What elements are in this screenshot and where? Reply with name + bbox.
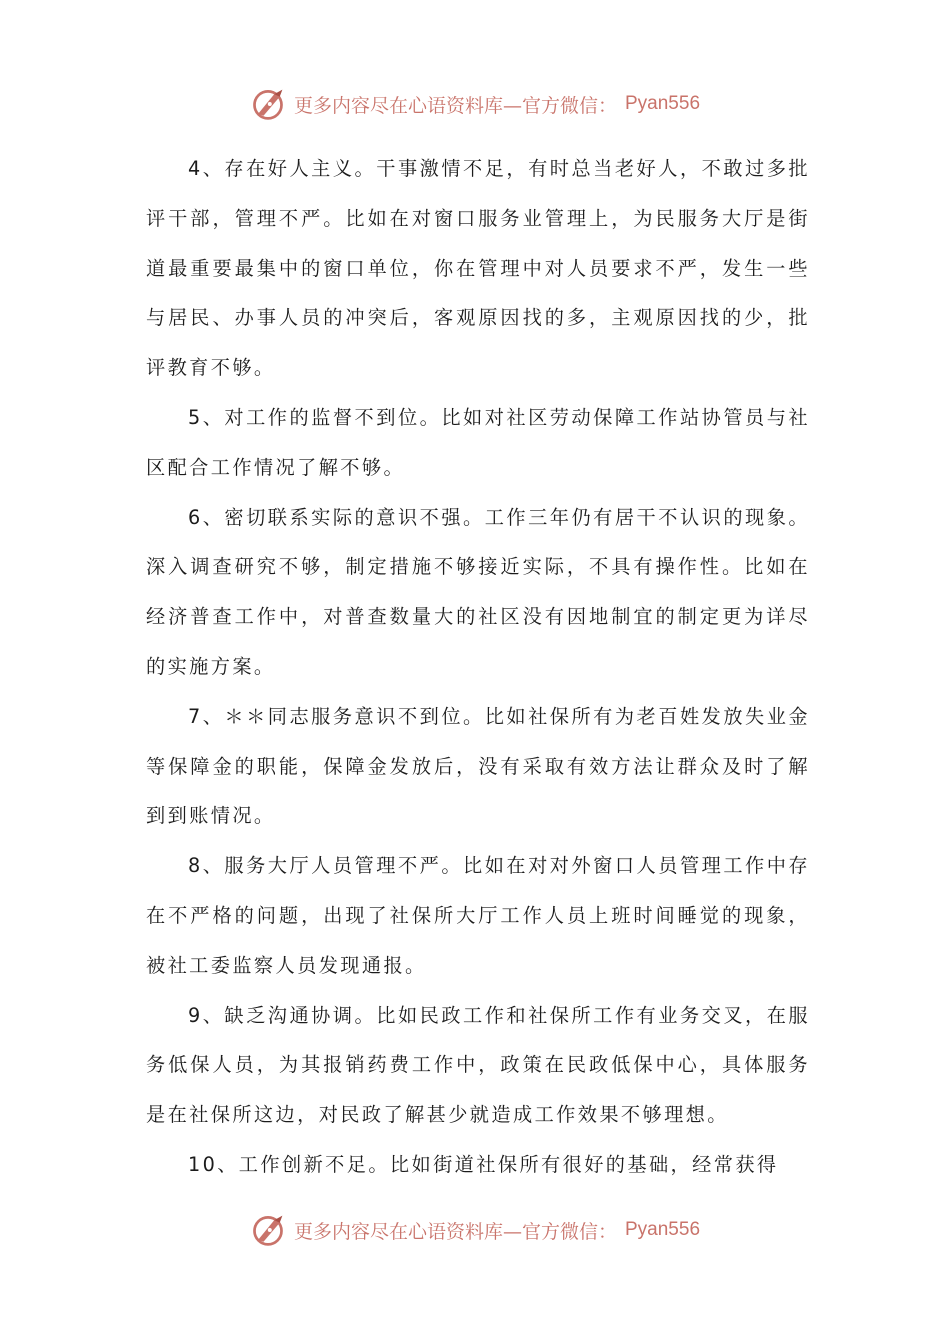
footer-banner xyxy=(0,1210,950,1250)
header-banner-id: Pyan556 xyxy=(625,93,701,114)
paragraph-item-9: 9、缺乏沟通协调。比如民政工作和社保所工作有业务交叉，在服务低保人员，为其报销药费工作中，政策在民政低保中心，具体服务是在社保所这边，对民政了解甚少就造成工作效果不够理想。 xyxy=(146,1003,810,1127)
header-banner xyxy=(0,84,950,124)
header-banner-text: 更多内容尽在心语资料库—官方微信： xyxy=(293,94,617,117)
footer-banner-id: Pyan556 xyxy=(625,1219,701,1240)
paragraph-item-6: 6、密切联系实际的意识不强。工作三年仍有居干不认识的现象。深入调查研究不够，制定措施不够接近实际，不具有操作性。比如在经济普查工作中，对普查数量大的社区没有因地制宜的制定更为详尽的实施方案。 xyxy=(146,505,810,678)
paragraph-item-4: 4、存在好人主义。干事激情不足，有时总当老好人，不敢过多批评干部，管理不严。比如在对窗口服务业管理上，为民服务大厅是街道最重要最集中的窗口单位，你在管理中对人员要求不严，发生一些与居民、办事人员的冲突后，客观原因找的多，主观原因找的少，批评教育不够。 xyxy=(146,157,810,380)
paragraph-item-5: 5、对工作的监督不到位。比如对社区劳动保障工作站协管员与社区配合工作情况了解不够。 xyxy=(146,405,810,479)
body-content xyxy=(146,144,810,1190)
paragraph-item-8: 8、服务大厅人员管理不严。比如在对对外窗口人员管理工作中存在不严格的问题，出现了社保所大厅工作人员上班时间睡觉的现象，被社工委监察人员发现通报。 xyxy=(146,854,810,977)
pen-nib-icon xyxy=(250,1212,286,1248)
footer-banner-text: 更多内容尽在心语资料库—官方微信： xyxy=(293,1220,617,1243)
paragraph-item-7: 7、＊＊同志服务意识不到位。比如社保所有为老百姓发放失业金等保障金的职能，保障金发放后，没有采取有效方法让群众及时了解到到账情况。 xyxy=(146,704,810,828)
paragraph-item-10: 10、工作创新不足。比如街道社保所有很好的基础，经常获得 xyxy=(188,1152,779,1176)
pen-nib-icon xyxy=(250,86,286,122)
